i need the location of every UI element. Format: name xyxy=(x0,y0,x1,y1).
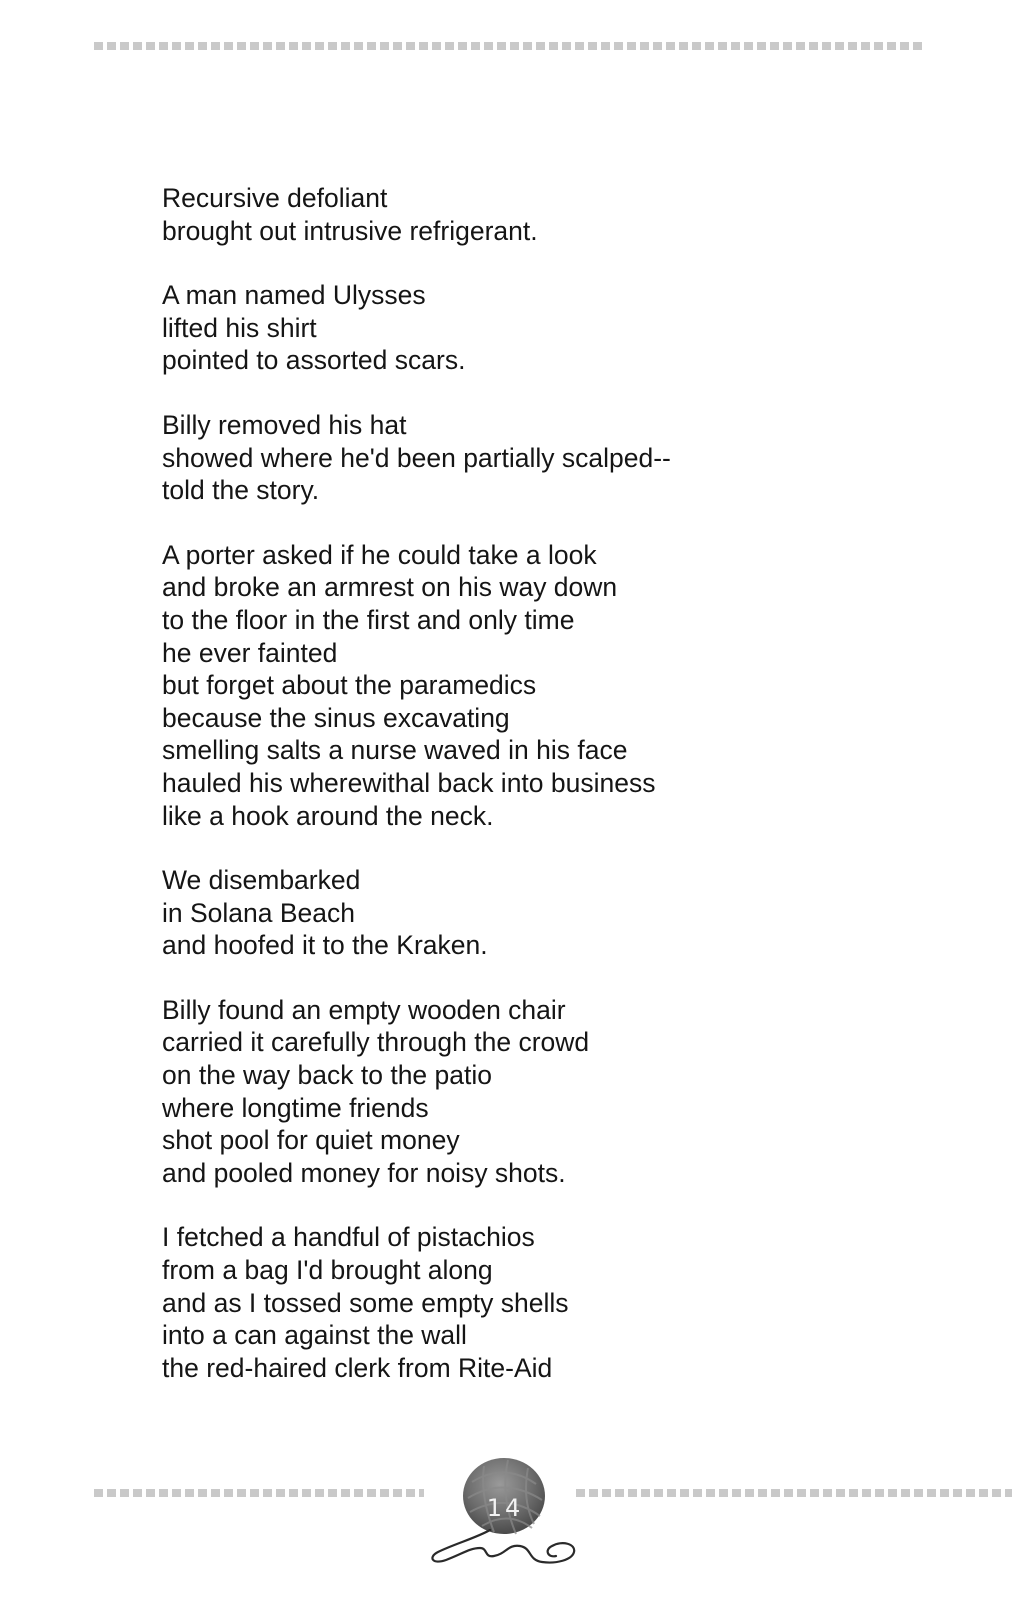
poem-body xyxy=(162,182,862,1416)
poem-line: the red-haired clerk from Rite-Aid xyxy=(162,1352,553,1383)
poem-line: brought out intrusive refrigerant. xyxy=(162,215,538,246)
poem-line: where longtime friends xyxy=(162,1092,429,1123)
poem-line: told the story. xyxy=(162,475,320,506)
poem-line: Billy removed his hat xyxy=(162,409,407,440)
poem-line: lifted his shirt xyxy=(162,312,317,343)
bottom-dashed-rule-left xyxy=(94,1489,424,1497)
poem-line: but forget about the paramedics xyxy=(162,670,537,701)
page-number: 14 xyxy=(486,1494,524,1522)
poem-line: showed where he'd been partially scalped-- xyxy=(162,442,671,473)
poem-line: A porter asked if he could take a look xyxy=(162,539,597,570)
poem-line: in Solana Beach xyxy=(162,897,356,928)
stanza xyxy=(162,409,862,507)
poem-line: Billy found an empty wooden chair xyxy=(162,994,566,1025)
stanza xyxy=(162,994,862,1190)
poem-line: hauled his wherewithal back into business xyxy=(162,767,656,798)
poem-line: pointed to assorted scars. xyxy=(162,345,466,376)
page-number-badge xyxy=(424,1452,584,1570)
poem-line: and pooled money for noisy shots. xyxy=(162,1157,566,1188)
poem-line: because the sinus excavating xyxy=(162,702,510,733)
poem-line: shot pool for quiet money xyxy=(162,1125,460,1156)
bottom-dashed-rule-right xyxy=(576,1489,1012,1497)
stanza xyxy=(162,279,862,377)
poem-line: A man named Ulysses xyxy=(162,280,426,311)
poem-line: Recursive defoliant xyxy=(162,183,388,213)
stanza xyxy=(162,539,862,832)
poem-line: into a can against the wall xyxy=(162,1320,467,1351)
poem-line: and hoofed it to the Kraken. xyxy=(162,930,488,961)
stanza xyxy=(162,864,862,962)
top-dashed-rule xyxy=(94,42,926,50)
poem-line: from a bag I'd brought along xyxy=(162,1255,493,1286)
poem-line: smelling salts a nurse waved in his face xyxy=(162,735,628,766)
poem-line: like a hook around the neck. xyxy=(162,800,494,831)
poem-line: and broke an armrest on his way down xyxy=(162,572,618,603)
poem-line: and as I tossed some empty shells xyxy=(162,1287,569,1318)
poem-line: I fetched a handful of pistachios xyxy=(162,1222,535,1253)
poem-line: on the way back to the patio xyxy=(162,1060,492,1091)
poem-line: he ever fainted xyxy=(162,637,338,668)
poem-line: to the floor in the first and only time xyxy=(162,604,575,635)
stanza xyxy=(162,1221,862,1384)
stanza xyxy=(162,182,862,247)
poem-line: We disembarked xyxy=(162,865,361,896)
poem-line: carried it carefully through the crowd xyxy=(162,1027,590,1058)
